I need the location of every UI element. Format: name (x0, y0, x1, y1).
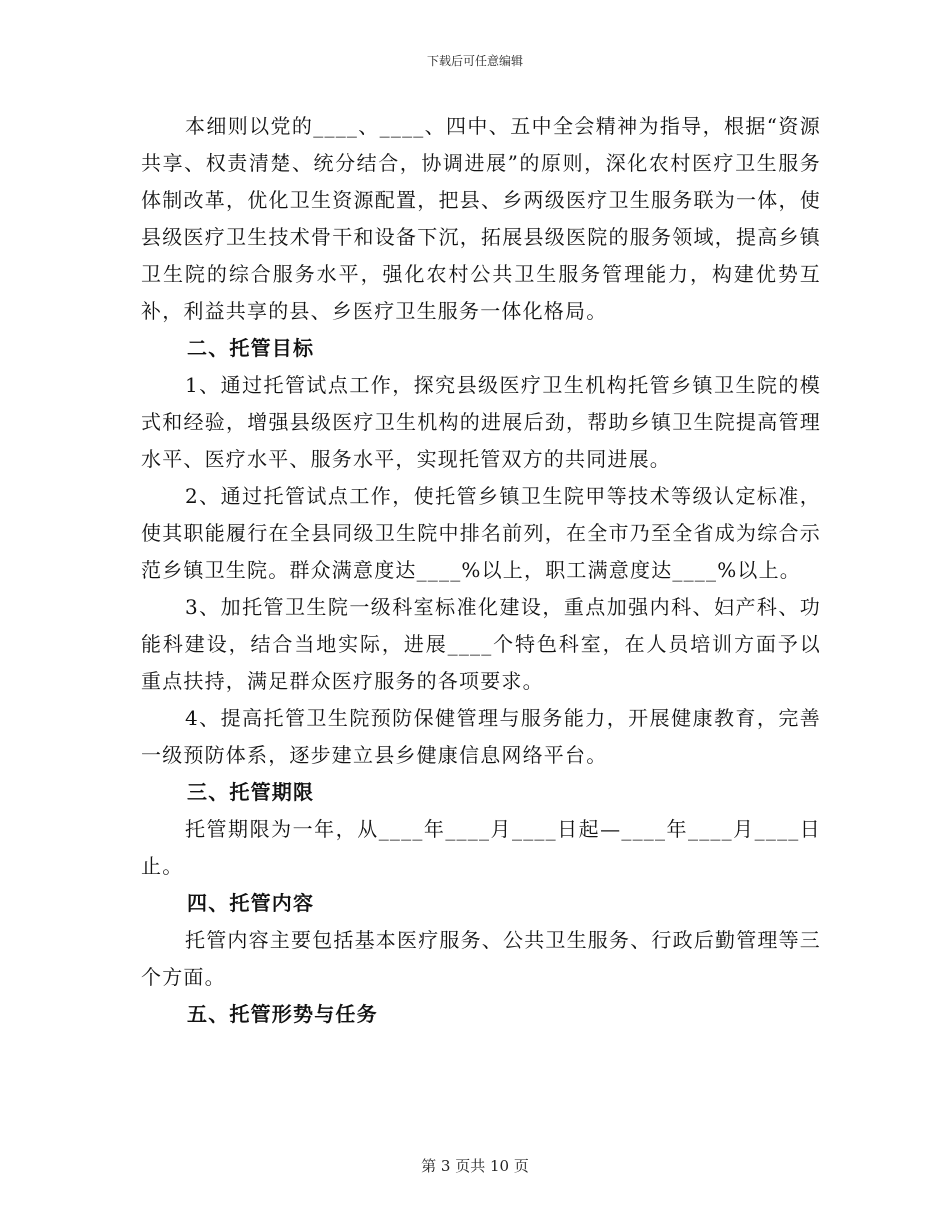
paragraph-intro: 本细则以党的____、____、四中、五中全会精神为指导，根据“资源共享、权责清楚、统分结合，协调进展”的原则，深化农村医疗卫生服务体制改革，优化卫生资源配置，把县、乡两级医疗卫生服务联为一体，使县级医疗卫生技术骨干和设备下沉，拓展县级医院的服务领域，提高乡镇卫生院的综合服务水平，强化农村公共卫生服务管理能力，构建优势互补，利益共享的县、乡医疗卫生服务一体化格局。 (141, 114, 821, 323)
section-heading-content: 四、托管内容 (187, 891, 315, 915)
page-footer: 第 3 页共 10 页 (421, 1157, 529, 1175)
paragraph-goal-3: 3、加托管卫生院一级科室标准化建设，重点加强内科、妇产科、功能科建设，结合当地实际，进展____个特色科室，在人员培训方面予以重点扶持，满足群众医疗服务的各项要求。 (141, 595, 821, 693)
section-heading-tasks: 五、托管形势与任务 (187, 1002, 378, 1026)
section-heading-goals: 二、托管目标 (187, 336, 315, 360)
paragraph-goal-2: 2、通过托管试点工作，使托管乡镇卫生院甲等技术等级认定标准，使其职能履行在全县同级卫生院中排名前列，在全市乃至全省成为综合示范乡镇卫生院。群众满意度达____%以上，职工满意度达____%以上。 (141, 484, 821, 582)
page-header: 下载后可任意编辑 (426, 54, 523, 68)
paragraph-content: 托管内容主要包括基本医疗服务、公共卫生服务、行政后勤管理等三个方面。 (141, 928, 821, 989)
document-body (141, 108, 821, 1033)
paragraph-period: 托管期限为一年，从____年____月____日起—____年____月____日止。 (141, 817, 821, 878)
paragraph-goal-4: 4、提高托管卫生院预防保健管理与服务能力，开展健康教育，完善一级预防体系，逐步建立县乡健康信息网络平台。 (141, 706, 821, 767)
section-heading-period: 三、托管期限 (187, 780, 315, 804)
paragraph-goal-1: 1、通过托管试点工作，探究县级医疗卫生机构托管乡镇卫生院的模式和经验，增强县级医疗卫生机构的进展后劲，帮助乡镇卫生院提高管理水平、医疗水平、服务水平，实现托管双方的共同进展。 (141, 373, 821, 471)
